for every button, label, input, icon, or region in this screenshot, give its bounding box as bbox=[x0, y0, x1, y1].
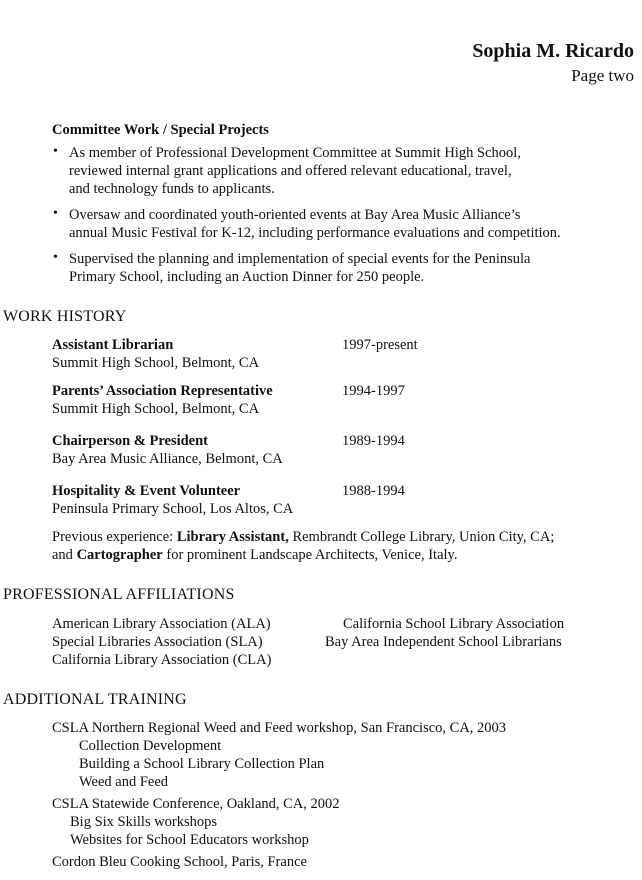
training-item: Cordon Bleu Cooking School, Paris, France bbox=[52, 854, 307, 870]
job-years: 1994-1997 bbox=[342, 383, 405, 399]
committee-bullet: Supervised the planning and implementation of special events for the Peninsula Primary School, including an Auction Dinner for 250 people. bbox=[69, 251, 531, 285]
job-entry: Chairperson & President Bay Area Music Alliance, Belmont, CA bbox=[52, 433, 283, 467]
affiliation-item: American Library Association (ALA) bbox=[52, 616, 271, 632]
job-years: 1989-1994 bbox=[342, 433, 405, 449]
job-entry: Parents’ Association Representative Summit High School, Belmont, CA bbox=[52, 383, 273, 417]
committee-title: Committee Work / Special Projects bbox=[52, 122, 269, 138]
training-subitem: Big Six Skills workshops bbox=[70, 814, 218, 830]
committee-bullet: Oversaw and coordinated youth-oriented events at Bay Area Music Alliance’s annual Music Festival for K-12, including performance evaluations and competition. bbox=[69, 207, 561, 241]
training-item: CSLA Statewide Conference, Oakland, CA, 2002 bbox=[52, 796, 340, 812]
training-heading: ADDITIONAL TRAINING bbox=[3, 691, 187, 708]
job-entry: Assistant Librarian Summit High School, Belmont, CA bbox=[52, 337, 260, 371]
training-item: CSLA Northern Regional Weed and Feed workshop, San Francisco, CA, 2003 bbox=[52, 720, 507, 736]
page-number: Page two bbox=[571, 66, 634, 85]
job-years: 1997-present bbox=[342, 337, 418, 353]
resume-name: Sophia M. Ricardo bbox=[472, 40, 634, 62]
bullet-icon: • bbox=[53, 250, 58, 265]
job-years: 1988-1994 bbox=[342, 483, 405, 499]
training-subitem: Weed and Feed bbox=[79, 774, 169, 790]
training-subitem: Websites for School Educators workshop bbox=[70, 832, 309, 848]
bullet-icon: • bbox=[53, 144, 58, 159]
committee-bullet: As member of Professional Development Committee at Summit High School, reviewed internal grant applications and offered relevant educational, travel, and technology funds to applicants. bbox=[69, 145, 521, 197]
affiliation-item: Bay Area Independent School Librarians bbox=[325, 634, 562, 650]
work-history-heading: WORK HISTORY bbox=[3, 308, 127, 325]
affiliation-item: Special Libraries Association (SLA) bbox=[52, 634, 263, 650]
previous-experience: Previous experience: Library Assistant, Rembrandt College Library, Union City, CA; and Cartographer for prominent Landscape Architects, Venice, Italy. bbox=[52, 529, 555, 563]
affiliation-item: California School Library Association bbox=[343, 616, 565, 632]
training-subitem: Building a School Library Collection Plan bbox=[79, 756, 325, 772]
bullet-icon: • bbox=[53, 206, 58, 221]
job-entry: Hospitality & Event Volunteer Peninsula Primary School, Los Altos, CA bbox=[52, 483, 294, 517]
training-subitem: Collection Development bbox=[79, 738, 222, 754]
affiliations-heading: PROFESSIONAL AFFILIATIONS bbox=[3, 586, 235, 603]
affiliation-item: California Library Association (CLA) bbox=[52, 652, 272, 668]
